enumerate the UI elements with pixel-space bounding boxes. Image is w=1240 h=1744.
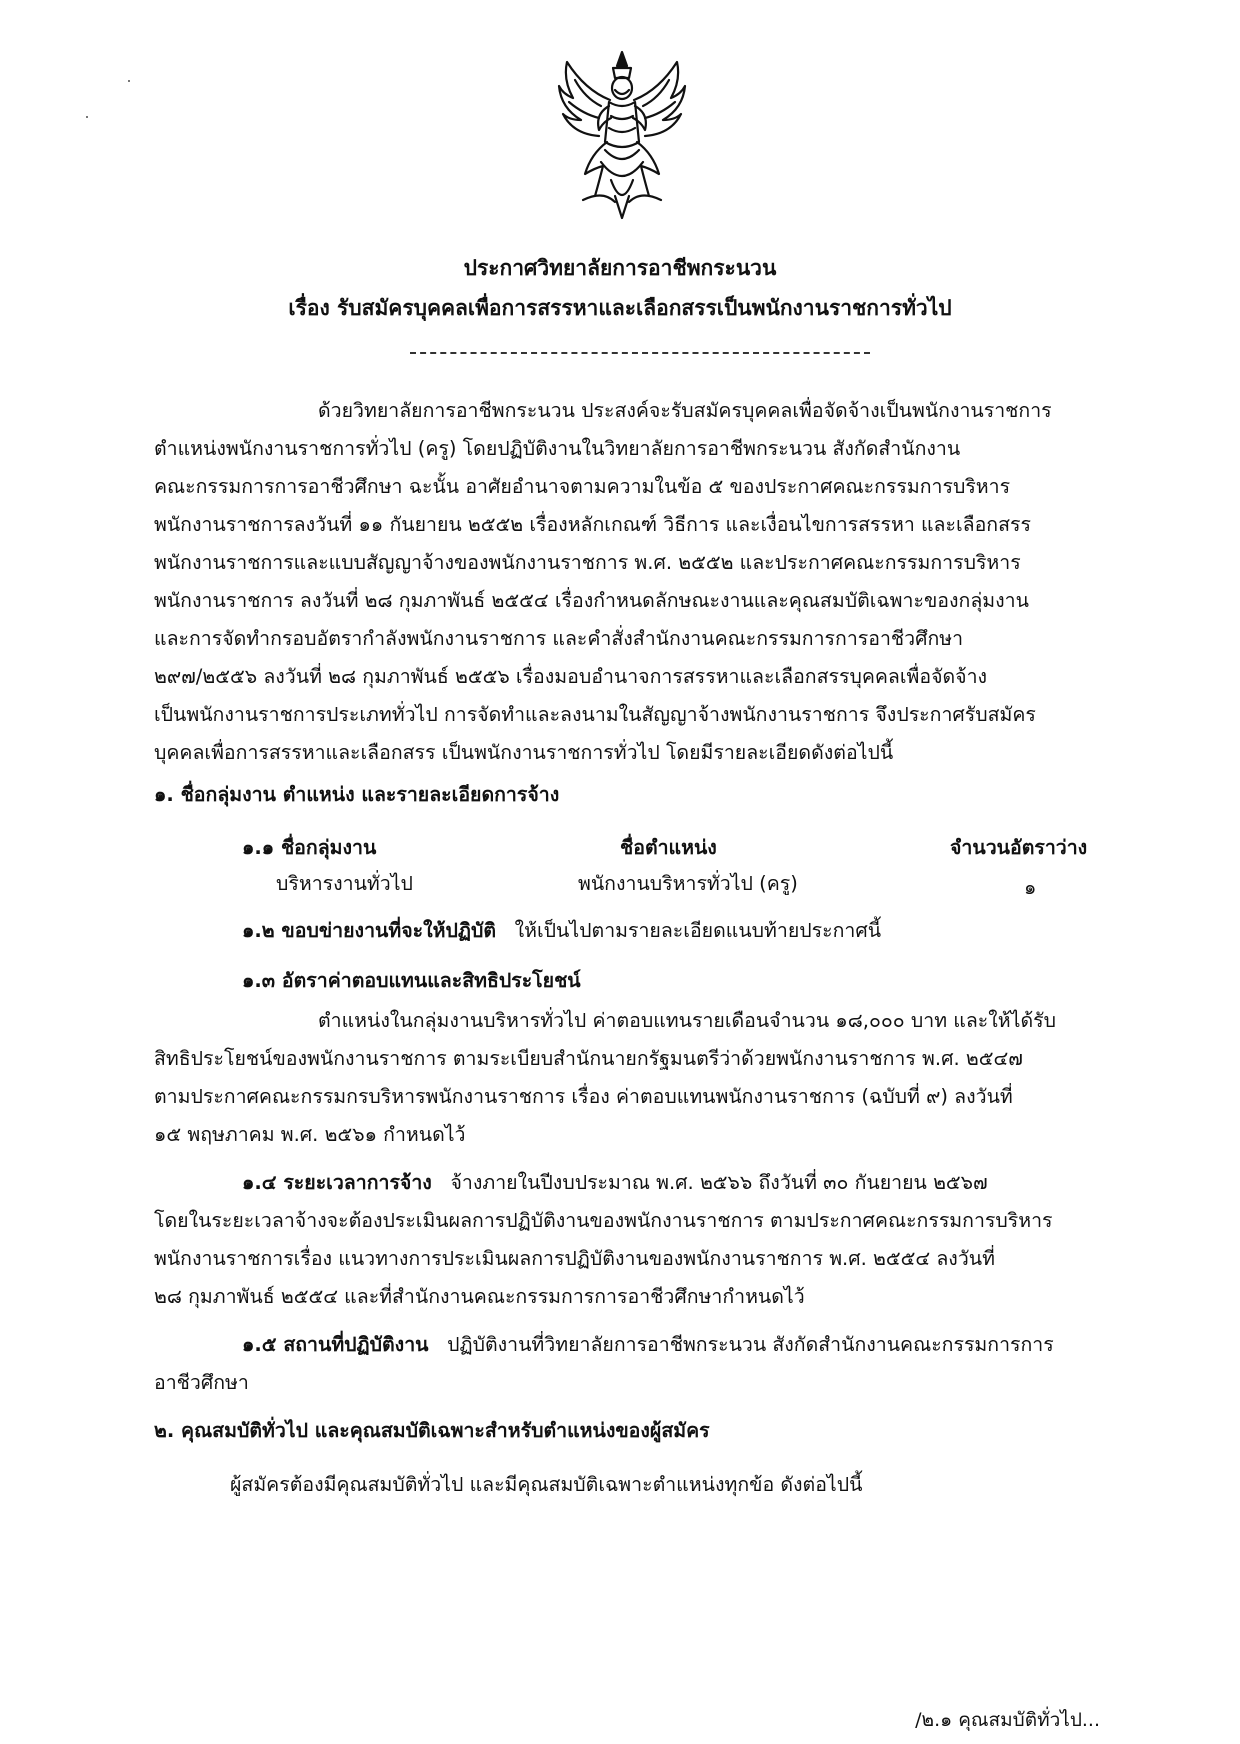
- intro-line: เป็นพนักงานราชการประเภททั่วไป การจัดทำและลงนามในสัญญาจ้างพนักงานราชการ จึงประกาศรับสมัคร: [154, 703, 1036, 726]
- section-1-3-line: ๑๕ พฤษภาคม พ.ศ. ๒๕๖๑ กำหนดไว้: [154, 1123, 466, 1146]
- section-1-5: [242, 1330, 1054, 1360]
- table-header-position: ชื่อตำแหน่ง: [620, 836, 717, 859]
- scan-speck: [86, 116, 88, 118]
- intro-line: คณะกรรมการการอาชีวศึกษา ฉะนั้น อาศัยอำนาจตามความในข้อ ๕ ของประกาศคณะกรรมการบริหาร: [154, 475, 1011, 498]
- section-1-3-line: ตำแหน่งในกลุ่มงานบริหารทั่วไป ค่าตอบแทนรายเดือนจำนวน ๑๘,๐๐๐ บาท และให้ได้รับ: [318, 1009, 1056, 1032]
- dashed-divider: [410, 352, 870, 354]
- section-1-3-line: ตามประกาศคณะกรรมกรบริหารพนักงานราชการ เรื่อง ค่าตอบแทนพนักงานราชการ (ฉบับที่ ๙) ลงวันที่: [154, 1085, 1013, 1108]
- section-1-2-text: ให้เป็นไปตามรายละเอียดแนบท้ายประกาศนี้: [514, 919, 882, 942]
- table-cell-count: ๑: [1024, 876, 1037, 899]
- section-1-3-line: สิทธิประโยชน์ของพนักงานราชการ ตามระเบียบสำนักนายกรัฐมนตรีว่าด้วยพนักงานราชการ พ.ศ. ๒๕๔๗: [154, 1047, 1023, 1070]
- section-1-4-line: พนักงานราชการเรื่อง แนวทางการประเมินผลการปฏิบัติงานของพนักงานราชการ พ.ศ. ๒๕๕๔ ลงวันที่: [154, 1247, 995, 1270]
- table-cell-position: พนักงานบริหารทั่วไป (ครู): [578, 872, 798, 895]
- section-1-5-first: ปฏิบัติงานที่วิทยาลัยการอาชีพกระนวน สังกัดสำนักงานคณะกรรมการการ: [447, 1333, 1054, 1356]
- section-1-2: [242, 916, 881, 946]
- scan-speck: [128, 80, 130, 82]
- page-continuation: /๒.๑ คุณสมบัติทั่วไป...: [915, 1709, 1100, 1731]
- intro-line: ตำแหน่งพนักงานราชการทั่วไป (ครู) โดยปฏิบัติงานในวิทยาลัยการอาชีพกระนวน สังกัดสำนักงาน: [154, 437, 961, 460]
- section-1-4: [242, 1168, 988, 1198]
- intro-line: และการจัดทำกรอบอัตรากำลังพนักงานราชการ และคำสั่งสำนักงานคณะกรรมการการอาชีวศึกษา: [154, 627, 964, 650]
- intro-line: พนักงานราชการ ลงวันที่ ๒๘ กุมภาพันธ์ ๒๕๕๔ เรื่องกำหนดลักษณะงานและคุณสมบัติเฉพาะของกลุ่มงาน: [154, 589, 1029, 612]
- intro-line: ๒๙๗/๒๕๕๖ ลงวันที่ ๒๘ กุมภาพันธ์ ๒๕๕๖ เรื่องมอบอำนาจการสรรหาและเลือกสรรบุคคลเพื่อจัดจ้าง: [154, 665, 988, 688]
- section2-text: ผู้สมัครต้องมีคุณสมบัติทั่วไป และมีคุณสมบัติเฉพาะตำแหน่งทุกข้อ ดังต่อไปนี้: [230, 1473, 863, 1496]
- section-1-4-line: ๒๘ กุมภาพันธ์ ๒๕๕๔ และที่สำนักงานคณะกรรมการการอาชีวศึกษากำหนดไว้: [154, 1285, 805, 1308]
- section-1-5-line: อาชีวศึกษา: [154, 1371, 249, 1394]
- section-1-2-label: ๑.๒ ขอบข่ายงานที่จะให้ปฏิบัติ: [242, 919, 496, 942]
- section-1-4-label: ๑.๔ ระยะเวลาการจ้าง: [242, 1171, 432, 1194]
- section-1-4-first: จ้างภายในปีงบประมาณ พ.ศ. ๒๕๖๖ ถึงวันที่ ๓๐ กันยายน ๒๕๖๗: [450, 1171, 988, 1194]
- announcement-subject: เรื่อง รับสมัครบุคคลเพื่อการสรรหาและเลือกสรรเป็นพนักงานราชการทั่วไป: [288, 296, 952, 320]
- intro-line: พนักงานราชการลงวันที่ ๑๑ กันยายน ๒๕๕๒ เรื่องหลักเกณฑ์ วิธีการ และเงื่อนไขการสรรหา และเลือกสรร: [154, 513, 1031, 536]
- table-cell-group: บริหารงานทั่วไป: [276, 872, 413, 895]
- table-header-group: ๑.๑ ชื่อกลุ่มงาน: [242, 836, 377, 859]
- table-header-count: จำนวนอัตราว่าง: [950, 836, 1088, 859]
- intro-line: ด้วยวิทยาลัยการอาชีพกระนวน ประสงค์จะรับสมัครบุคคลเพื่อจัดจ้างเป็นพนักงานราชการ: [318, 399, 1052, 422]
- announcement-title: ประกาศวิทยาลัยการอาชีพกระนวน: [463, 256, 777, 280]
- intro-line: บุคคลเพื่อการสรรหาและเลือกสรร เป็นพนักงานราชการทั่วไป โดยมีรายละเอียดดังต่อไปนี้: [154, 741, 894, 764]
- section-1-4-line: โดยในระยะเวลาจ้างจะต้องประเมินผลการปฏิบัติงานของพนักงานราชการ ตามประกาศคณะกรรมการบริหาร: [154, 1209, 1053, 1232]
- section2-heading: ๒. คุณสมบัติทั่วไป และคุณสมบัติเฉพาะสำหรับตำแหน่งของผู้สมัคร: [154, 1419, 710, 1442]
- garuda-emblem-icon: [555, 50, 690, 220]
- intro-line: พนักงานราชการและแบบสัญญาจ้างของพนักงานราชการ พ.ศ. ๒๕๕๒ และประกาศคณะกรรมการบริหาร: [154, 551, 1021, 574]
- section1-heading: ๑. ชื่อกลุ่มงาน ตำแหน่ง และรายละเอียดการจ้าง: [154, 783, 560, 806]
- section-1-5-label: ๑.๕ สถานที่ปฏิบัติงาน: [242, 1333, 429, 1356]
- section-1-3-label: ๑.๓ อัตราค่าตอบแทนและสิทธิประโยชน์: [242, 969, 581, 992]
